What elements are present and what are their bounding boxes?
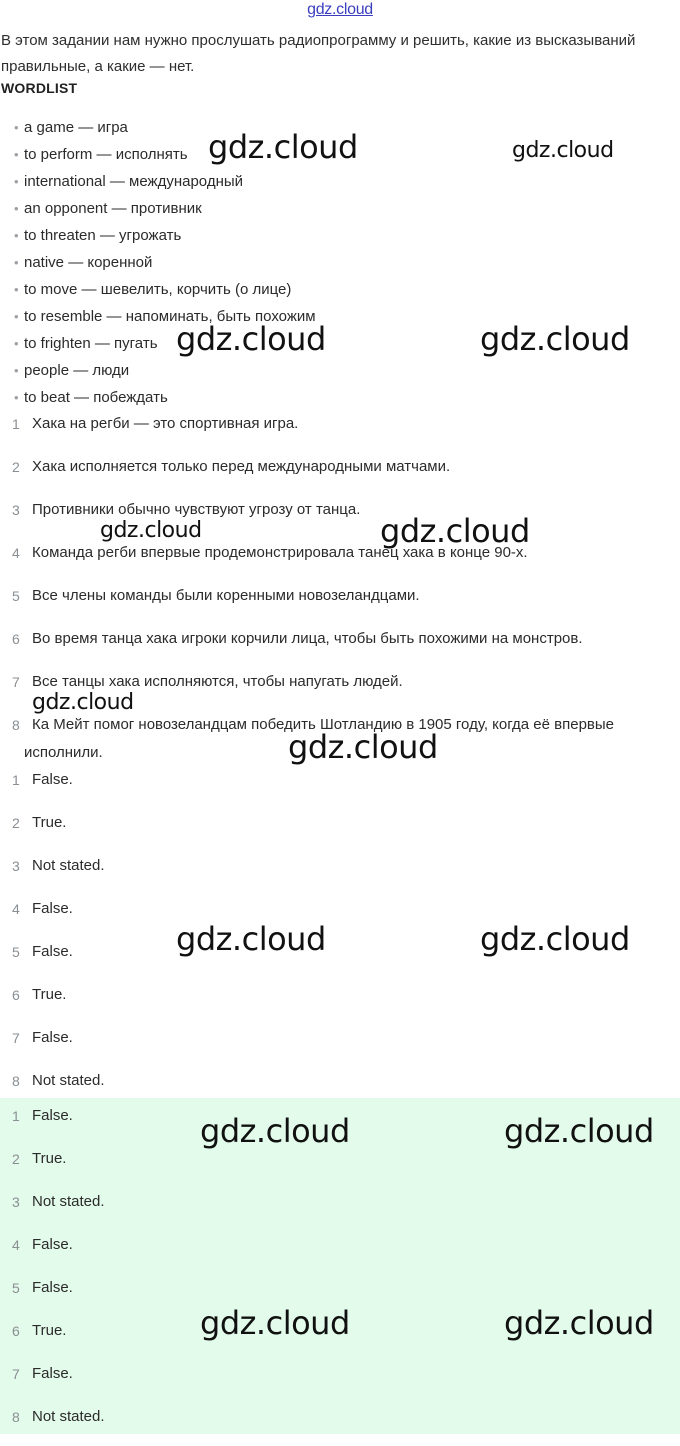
- answer-number: 1: [12, 772, 20, 788]
- answer-item: [0, 809, 680, 852]
- answer-item: [0, 1188, 680, 1231]
- question-number: 2: [12, 459, 20, 475]
- answer-number: 6: [12, 987, 20, 1003]
- site-link[interactable]: gdz.cloud: [307, 1, 373, 18]
- word-text: to frighten — пугать: [24, 335, 158, 352]
- bullet-icon: •: [14, 255, 19, 270]
- answer-text: False.: [32, 943, 73, 960]
- question-text: Во время танца хака игроки корчили лица, чтобы быть похожими на монстров.: [32, 630, 583, 647]
- list-item: [0, 386, 680, 413]
- question-number: 8: [12, 717, 20, 733]
- answer-item: [0, 1231, 680, 1274]
- answer-text: False.: [32, 771, 73, 788]
- question-number: 6: [12, 631, 20, 647]
- question-item: [0, 453, 680, 496]
- answer-text: False.: [32, 900, 73, 917]
- question-item: [0, 582, 680, 625]
- bullet-icon: •: [14, 147, 19, 162]
- word-text: a game — игра: [24, 119, 128, 136]
- word-text: to resemble — напоминать, быть похожим: [24, 308, 316, 325]
- watermark: gdz.cloud: [176, 920, 326, 958]
- watermark: gdz.cloud: [176, 320, 326, 358]
- watermark: gdz.cloud: [200, 1304, 350, 1342]
- watermark: gdz.cloud: [512, 138, 614, 163]
- answer-number: 7: [12, 1030, 20, 1046]
- question-text: Ка Мейт помог новозеландцам победить Шотландию в 1905 году, когда её впервые исполнили.: [24, 716, 615, 761]
- answer-number: 8: [12, 1409, 20, 1425]
- answer-text: True.: [32, 986, 67, 1003]
- answer-text: False.: [32, 1236, 73, 1253]
- question-item: [0, 625, 680, 668]
- question-number: 4: [12, 545, 20, 561]
- bullet-icon: •: [14, 309, 19, 324]
- word-text: an opponent — противник: [24, 200, 202, 217]
- bullet-icon: •: [14, 228, 19, 243]
- answer-item: [0, 852, 680, 895]
- answer-item: [0, 981, 680, 1024]
- bullet-icon: •: [14, 201, 19, 216]
- answer-text: False.: [32, 1107, 73, 1124]
- answer-text: Not stated.: [32, 857, 105, 874]
- answer-item: [0, 1360, 680, 1403]
- question-text: Противники обычно чувствуют угрозу от танца.: [32, 501, 361, 518]
- watermark: gdz.cloud: [32, 690, 134, 715]
- watermark: gdz.cloud: [100, 518, 202, 543]
- question-number: 3: [12, 502, 20, 518]
- intro-text: В этом задании нам нужно прослушать радиопрограмму и решить, какие из высказываний правильные, а какие — нет.: [1, 32, 636, 75]
- question-text: Команда регби впервые продемонстрировала танец хака в конце 90-х.: [32, 544, 528, 561]
- answer-number: 2: [12, 815, 20, 831]
- word-text: to move — шевелить, корчить (о лице): [24, 281, 292, 298]
- answer-number: 7: [12, 1366, 20, 1382]
- watermark: gdz.cloud: [288, 728, 438, 766]
- answer-number: 4: [12, 901, 20, 917]
- word-text: to beat — побеждать: [24, 389, 168, 406]
- answer-list-highlighted: [0, 1102, 680, 1446]
- question-item: [0, 410, 680, 453]
- question-text: Хака на регби — это спортивная игра.: [32, 415, 299, 432]
- watermark: gdz.cloud: [504, 1112, 654, 1150]
- answer-text: False.: [32, 1279, 73, 1296]
- answer-text: Not stated.: [32, 1193, 105, 1210]
- watermark: gdz.cloud: [480, 920, 630, 958]
- answer-text: False.: [32, 1029, 73, 1046]
- answer-item: [0, 1145, 680, 1188]
- question-text: Все члены команды были коренными новозеландцами.: [32, 587, 420, 604]
- answer-number: 5: [12, 944, 20, 960]
- answer-item: [0, 1403, 680, 1446]
- list-item: [0, 224, 680, 251]
- answer-item: [0, 766, 680, 809]
- list-item: [0, 359, 680, 386]
- watermark: gdz.cloud: [208, 128, 358, 166]
- answer-text: Not stated.: [32, 1408, 105, 1425]
- question-text: Все танцы хака исполняются, чтобы напугать людей.: [32, 673, 403, 690]
- bullet-icon: •: [14, 174, 19, 189]
- question-number: 5: [12, 588, 20, 604]
- answer-text: True.: [32, 1322, 67, 1339]
- bullet-icon: •: [14, 336, 19, 351]
- watermark: gdz.cloud: [200, 1112, 350, 1150]
- answer-text: False.: [32, 1365, 73, 1382]
- question-number: 7: [12, 674, 20, 690]
- list-item: [0, 197, 680, 224]
- answer-number: 3: [12, 1194, 20, 1210]
- wordlist-title: WORDLIST: [1, 80, 78, 96]
- question-item: [0, 539, 680, 582]
- answer-text: Not stated.: [32, 1072, 105, 1089]
- bullet-icon: •: [14, 363, 19, 378]
- watermark: gdz.cloud: [380, 512, 530, 550]
- question-text: Хака исполняется только перед международными матчами.: [32, 458, 451, 475]
- word-text: to perform — исполнять: [24, 146, 188, 163]
- list-item: [0, 170, 680, 197]
- answer-text: True.: [32, 814, 67, 831]
- bullet-icon: •: [14, 390, 19, 405]
- bullet-icon: •: [14, 120, 19, 135]
- word-text: people — люди: [24, 362, 130, 379]
- word-text: international — международный: [24, 173, 244, 190]
- answer-number: 4: [12, 1237, 20, 1253]
- answer-number: 3: [12, 858, 20, 874]
- list-item: [0, 278, 680, 305]
- answer-number: 5: [12, 1280, 20, 1296]
- watermark: gdz.cloud: [480, 320, 630, 358]
- answer-number: 8: [12, 1073, 20, 1089]
- question-number: 1: [12, 416, 20, 432]
- word-text: to threaten — угрожать: [24, 227, 182, 244]
- list-item: [0, 251, 680, 278]
- answer-number: 6: [12, 1323, 20, 1339]
- bullet-icon: •: [14, 282, 19, 297]
- answer-text: True.: [32, 1150, 67, 1167]
- answer-item: [0, 1024, 680, 1067]
- watermark: gdz.cloud: [504, 1304, 654, 1342]
- answer-number: 2: [12, 1151, 20, 1167]
- word-text: native — коренной: [24, 254, 153, 271]
- answer-number: 1: [12, 1108, 20, 1124]
